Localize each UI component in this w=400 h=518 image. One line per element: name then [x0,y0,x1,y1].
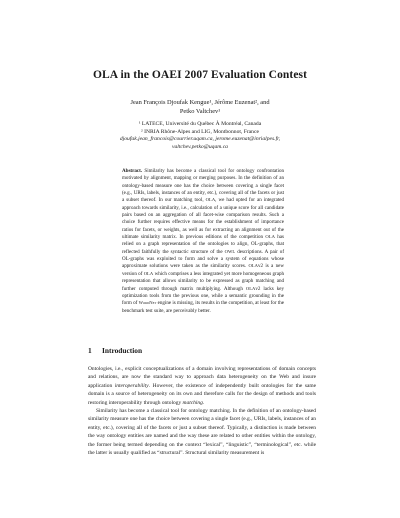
tool-name: OLA [245,286,256,292]
tool-name: OLA [143,271,154,277]
tool-name: OLA [205,198,216,204]
emphasis: interoperability [114,382,149,389]
tool-name: OLA [265,235,275,241]
paragraph-text: Ontologies, i.e., explicit conceptualizations of a domain involving representations of domain concepts and relations, are now the standard way to approach data heterogeneity on the Web and insure application [88,366,316,389]
abstract-text: Similarity has become a classical tool for ontology confrontation motivated by alignment, mapping or merging purposes. In the definition of an ontology-based measure one has the choice between covering a single facet (e.g., URIs, labels, instances of an entity, etc.), covering all of the facets or just a subset thereof. In our matching tool, [122,168,285,204]
author-line: Jean François Djoufak Kengue¹, Jérôme Euzenat², and [130,99,270,106]
paper-title: OLA in the OAEI 2007 Evaluation Contest [92,69,308,81]
paragraph: Similarity has become a classical tool for ontology matching. In the definition of an ontology-based similarity measure one has the choice between covering a single facet (e.g., URIs, labels, instances of an entity, etc.), covering all of the facets or just a subset thereof. Typically, a distinction is made between the way ontology entities are named and the way these are related to other entities within the ontology, the former being termed depending on the context “lexical”, “linguistic”, “terminological”, etc. while the latter is usually qualified as “structural”. Structural similarity measurement is [88,408,316,457]
abstract-text: which comprises a less integrated yet more homogeneous graph representation that allows similarity to be expressed as graph matching and further computed through matrix multiplying. Although [122,270,284,292]
section-number: 1 [88,346,92,355]
abstract [122,168,284,315]
paragraph-text: . [202,399,205,406]
abstract-text: has relied on a graph representation of the ontologies to align, OL-graphs, that reflected faithfully the syntactic structure of the [122,234,284,255]
abstract-text: v2 lacks key optimization tools from the previous one, while a semantic grounding in the form of [122,285,285,307]
resource-name: WordNet [138,301,157,307]
abstract-text: engine is missing, its results in the competition, at least for the benchmark test suite, are perceivably better. [122,300,284,314]
tool-name: OLA [248,264,258,270]
author-line: Petko Valtchev¹ [179,108,221,115]
section-title: Introduction [102,346,143,355]
body-text [88,365,316,457]
abstract-text: v2 is a new version of [122,263,285,277]
affiliation-line: ¹ LATECE, Université du Québec À Montréal, Canada [138,121,262,127]
paragraph [88,365,316,407]
emphasis: matching [182,399,203,406]
abstract-text: descriptions. A pair of OL-graphs was exploited to form and solve a system of equations whose approximate solutions were taken as the similarity scores. [122,248,285,270]
language-name: OWL [224,249,236,255]
section-heading [88,346,316,355]
affiliation-line: ² INRIA Rhône-Alpes and LIG, Montbonnot, France [141,128,259,135]
affiliations [0,121,400,151]
email-line: valtchev.petko@uqam.ca [172,143,228,150]
author-list [0,98,400,116]
abstract-label: Abstract. [122,168,143,174]
email-line: djoufak.jean_francois@courrier.uqam.ca, jerome.euzenat@inrialpes.fr, [119,136,281,143]
paragraph-text: . However, the existence of independently built ontologies for the same domain is a source of heterogeneity on its own and therefore calls for the design of methods and tools restoring interoperability through ontology [88,382,316,406]
abstract-text: , we had opted for an integrated approach towards similarity, i.e., calculation of a unique score for all candidate pairs based on an aggregation of all facet-wise comparison results. Such a choice further requires effective means for the establishment of importance ratios for facets, or weights, as well as for extracting an alignment out of the ultimate similarity matrix. In previous editions of the competition [122,197,284,241]
